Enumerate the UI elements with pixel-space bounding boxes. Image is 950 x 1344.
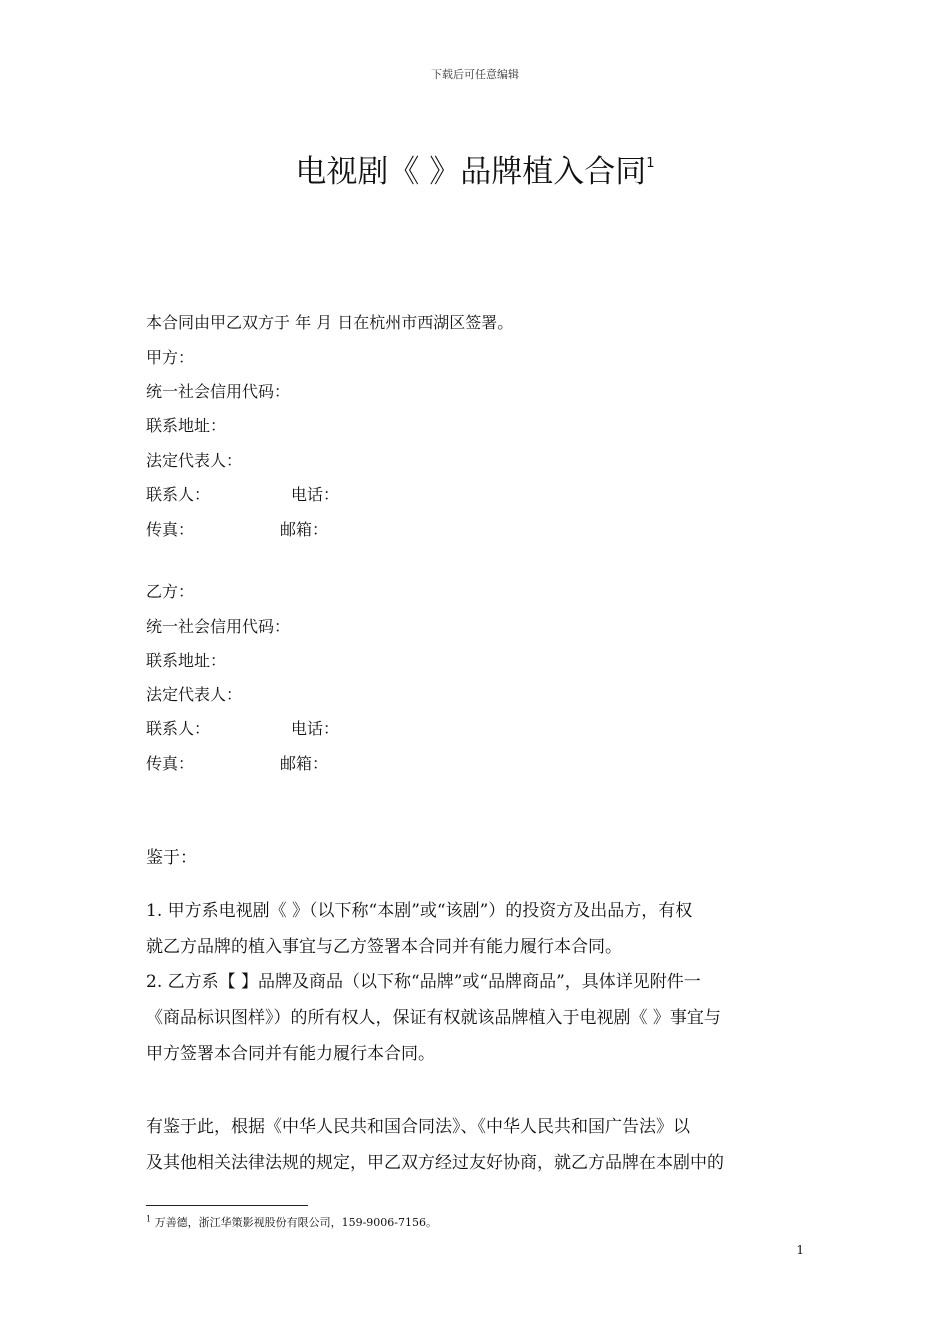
party-a-label: 甲方： <box>146 348 195 367</box>
clause-1-line-1: 1. 甲方系电视剧《 》（以下称“本剧”或“该剧”）的投资方及出品方，有权 <box>146 901 693 921</box>
party-a-fax: 传真： <box>146 520 195 539</box>
party-a-contact: 联系人： <box>146 485 211 504</box>
party-b-credit-code: 统一社会信用代码： <box>146 617 291 636</box>
party-b-address: 联系地址： <box>146 651 227 670</box>
footnote <box>146 1214 437 1230</box>
closing-line-2: 及其他相关法律法规的规定，甲乙双方经过友好协商，就乙方品牌在本剧中的 <box>146 1153 724 1173</box>
party-a-address: 联系地址： <box>146 416 227 435</box>
document-title <box>0 146 950 191</box>
title-text: 电视剧《 》品牌植入合同 <box>295 154 647 190</box>
party-b-label: 乙方： <box>146 582 195 601</box>
party-a-credit-code: 统一社会信用代码： <box>146 382 291 401</box>
clause-2-line-3: 甲方签署本合同并有能力履行本合同。 <box>146 1044 435 1064</box>
party-a-email: 邮箱： <box>280 520 329 539</box>
footnote-text: 万善德，浙江华策影视股份有限公司，159-9006-7156。 <box>151 1216 438 1229</box>
clause-2-line-1: 2. 乙方系【 】品牌及商品（以下称“品牌”或“品牌商品”，具体详见附件一 <box>146 972 701 992</box>
intro-line: 本合同由甲乙双方于 年 月 日在杭州市西湖区签署。 <box>146 313 514 332</box>
footnote-ref: 1 <box>146 1214 152 1224</box>
whereas-heading: 鉴于： <box>146 848 197 868</box>
page-number: 1 <box>796 1243 804 1257</box>
closing-line-1: 有鉴于此，根据《中华人民共和国合同法》、《中华人民共和国广告法》以 <box>146 1117 690 1137</box>
party-b-contact: 联系人： <box>146 719 211 738</box>
clause-1-line-2: 就乙方品牌的植入事宜与乙方签署本合同并有能力履行本合同。 <box>146 937 622 957</box>
page-header-note: 下载后可任意编辑 <box>431 68 519 81</box>
party-a-legal-rep: 法定代表人： <box>146 451 243 470</box>
party-b-phone: 电话： <box>291 719 340 738</box>
footnote-divider <box>146 1205 308 1206</box>
clause-2-line-2: 《商品标识图样》）的所有权人，保证有权就该品牌植入于电视剧《 》事宜与 <box>146 1008 721 1028</box>
party-b-legal-rep: 法定代表人： <box>146 685 243 704</box>
party-b-email: 邮箱： <box>280 754 329 773</box>
party-b-fax: 传真： <box>146 754 195 773</box>
title-footnote-ref: 1 <box>646 155 655 171</box>
party-a-phone: 电话： <box>291 485 340 504</box>
